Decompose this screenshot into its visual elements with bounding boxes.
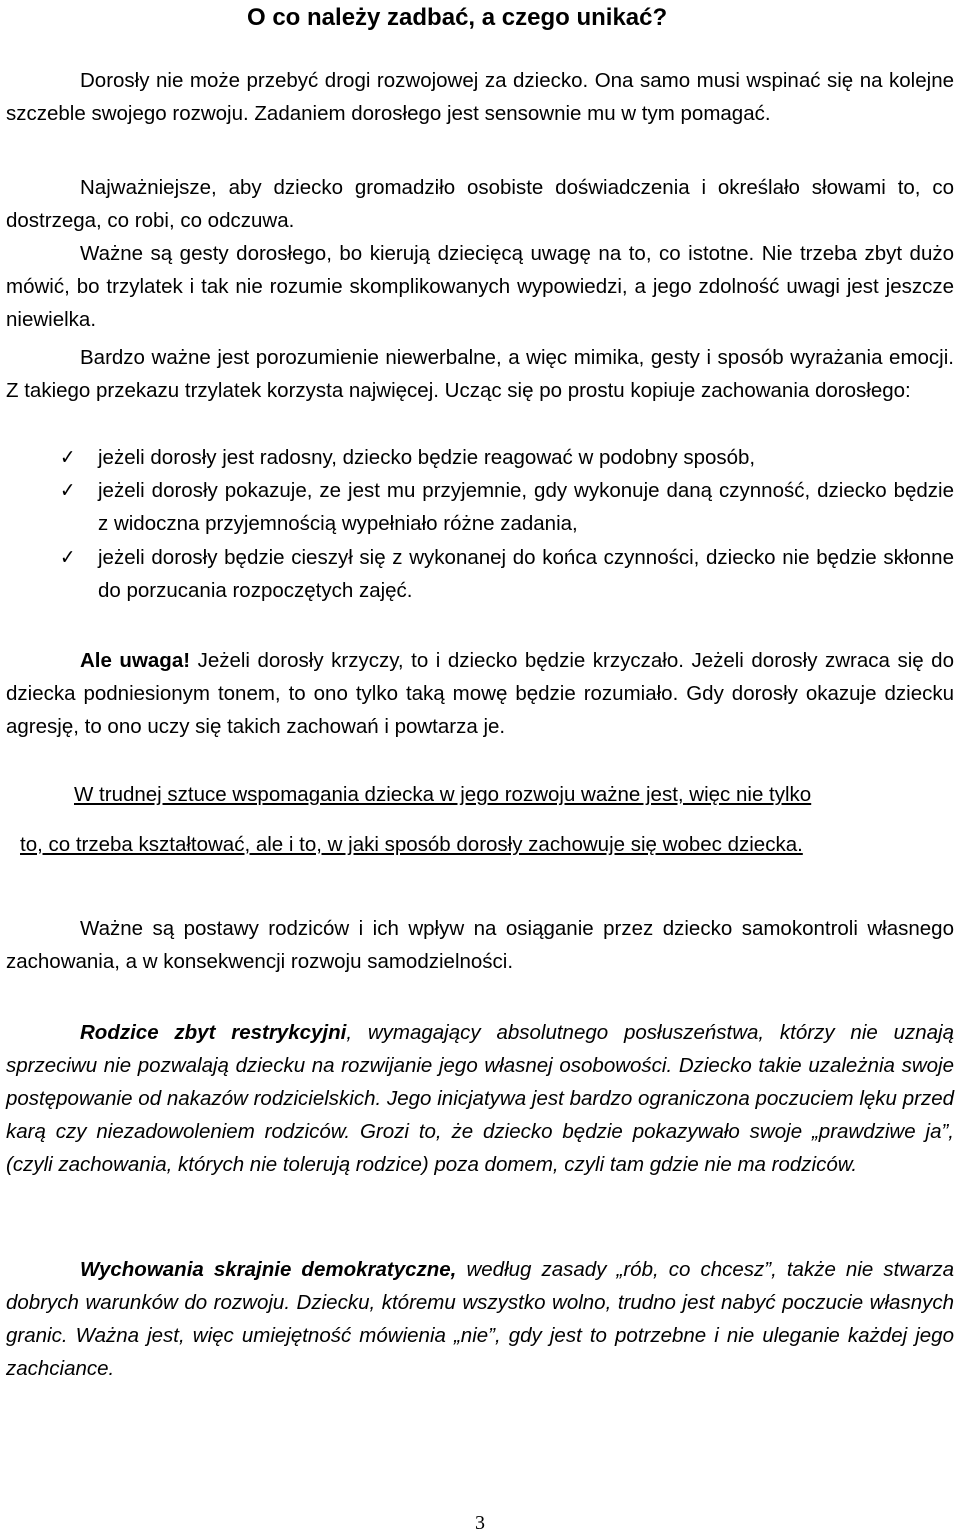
page-title: O co należy zadbać, a czego unikać? [247, 4, 668, 31]
democratic-heading: Wychowania skrajnie demokratyczne, [80, 1258, 457, 1281]
check-list-text: jeżeli dorosły jest radosny, dziecko będzie reagować w podobny sposób, [98, 446, 756, 469]
check-list-item [60, 474, 954, 540]
paragraph-gestures: Ważne są gesty dorosłego, bo kierują dziecięcą uwagę na to, co istotne. Nie trzeba zbyt dużo mówić, bo trzylatek i tak nie rozumie skomplikowanych wypowiedzi, a jego zdolność uwagi jest jeszcze niewielka. [6, 242, 954, 331]
restrictive-heading: Rodzice zbyt restrykcyjni [80, 1021, 347, 1044]
check-list-text: jeżeli dorosły będzie cieszył się z wykonanej do końca czynności, dziecko nie będzie skłonne do porzucania rozpoczętych zajęć. [98, 546, 954, 602]
check-list-text: jeżeli dorosły pokazuje, ze jest mu przyjemnie, gdy wykonuje daną czynność, dziecko będzie z widoczna przyjemnością wypełniało różne zadania, [98, 479, 954, 535]
paragraph-attitudes: Ważne są postawy rodziców i ich wpływ na osiąganie przez dziecko samokontroli własnego zachowania, a w konsekwencji rozwoju samodzielności. [6, 917, 954, 973]
check-list-item [60, 441, 954, 474]
checkmark-icon: ✓ [60, 446, 76, 469]
checkmark-icon: ✓ [60, 546, 76, 569]
paragraph-warning [6, 644, 954, 743]
page-number: 3 [475, 1512, 485, 1534]
check-list-item [60, 541, 954, 607]
underlined-statement-line-2: to, co trzeba kształtować, ale i to, w jaki sposób dorosły zachowuje się wobec dziecka. [20, 833, 803, 856]
warning-text: Jeżeli dorosły krzyczy, to i dziecko będzie krzyczało. Jeżeli dorosły zwraca się do dziecka podniesionym tonem, to ono tylko taką mowę będzie rozumiało. Gdy dorosły okazuje dziecku agresję, to ono uczy się takich zachowań i powtarza je. [6, 649, 954, 738]
paragraph-nonverbal: Bardzo ważne jest porozumienie niewerbalne, a więc mimika, gesty i sposób wyrażania emocji. Z takiego przekazu trzylatek korzysta najwięcej. Ucząc się po prostu kopiuje zachowania dorosłego: [6, 346, 954, 402]
paragraph-restrictive-parents [6, 1016, 954, 1181]
warning-label: Ale uwaga! [80, 649, 191, 672]
paragraph-intro: Dorosły nie może przebyć drogi rozwojowej za dziecko. Ona samo musi wspinać się na kolejne szczeble swojego rozwoju. Zadaniem dorosłego jest sensownie mu w tym pomagać. [6, 69, 954, 125]
paragraph-democratic-upbringing [6, 1253, 954, 1385]
restrictive-text: , wymagający absolutnego posłuszeństwa, którzy nie uznają sprzeciwu nie pozwalają dziecku na rozwijanie jego własnej osobowości. Dziecko takie uzależnia swoje postępowanie od nakazów rodzicielskich. Jego inicjatywa jest bardzo ograniczona poczuciem lęku przed karą czy niezadowoleniem rodziców. Grozi to, że dziecko będzie pokazywało swoje „prawdziwe ja”, (czyli zachowania, których nie tolerują rodzice) poza domem, czyli tam gdzie nie ma rodziców. [6, 1021, 954, 1176]
paragraph-experience: Najważniejsze, aby dziecko gromadziło osobiste doświadczenia i określało słowami to, co dostrzega, co robi, co odczuwa. [6, 176, 954, 232]
underlined-statement-line-1: W trudnej sztuce wspomagania dziecka w jego rozwoju ważne jest, więc nie tylko [74, 783, 812, 806]
democratic-text: według zasady „rób, co chcesz”, także nie stwarza dobrych warunków do rozwoju. Dziecku, któremu wszystko wolno, trudno jest nabyć poczucie własnych granic. Ważna jest, więc umiejętność mówienia „nie”, gdy jest to potrzebne i nie uleganie każdej jego zachciance. [6, 1258, 954, 1380]
checkmark-icon: ✓ [60, 479, 76, 502]
